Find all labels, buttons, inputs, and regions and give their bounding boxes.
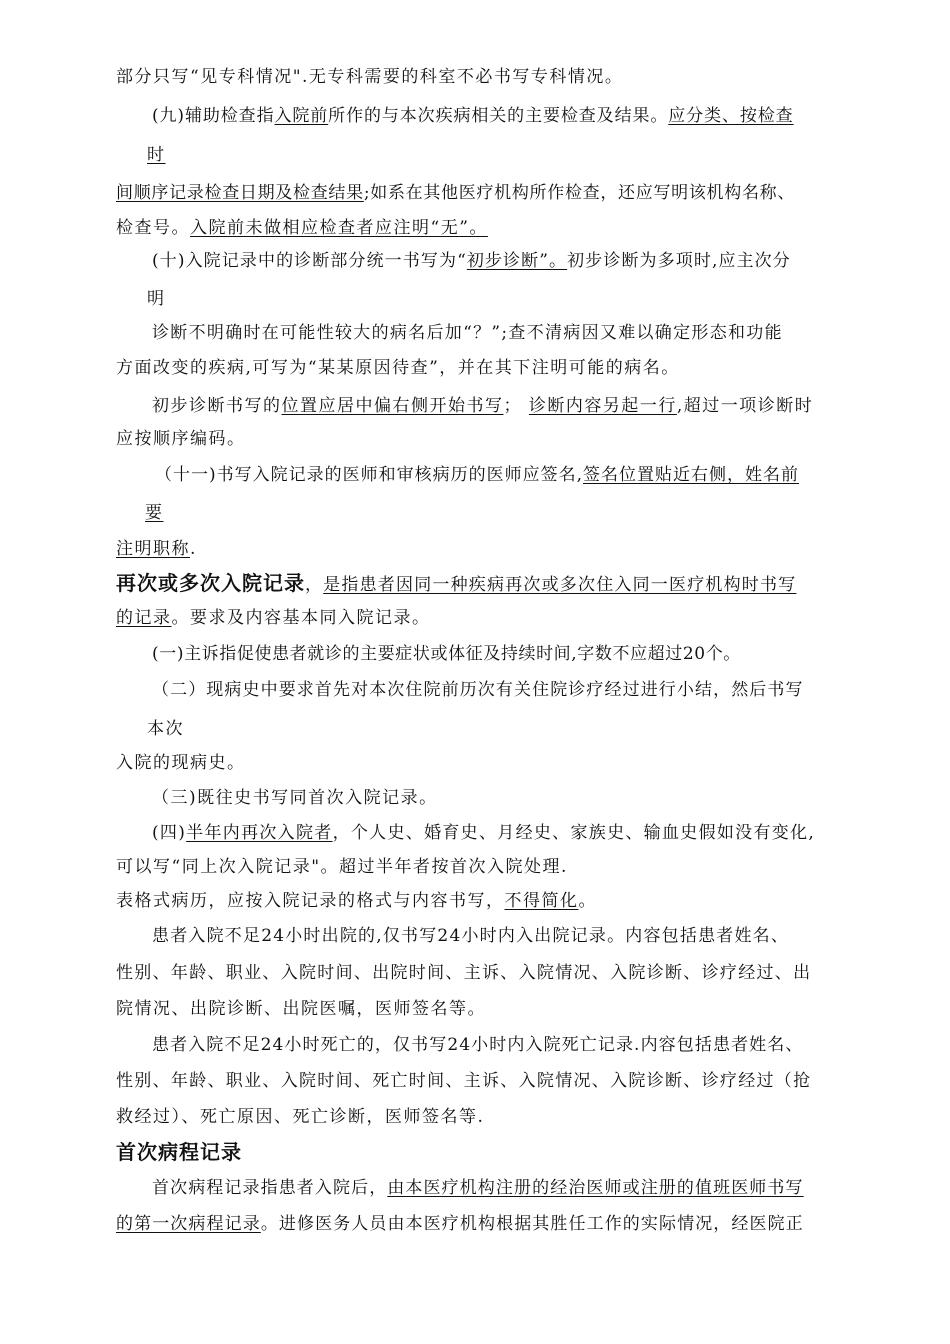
underlined-text: 的第一次病程记录 — [116, 1214, 261, 1234]
text-line: 明 — [147, 289, 166, 309]
underlined-text: 是指患者因同一种疾病再次或多次住入同一医疗机构时书写 — [323, 575, 797, 595]
text-line: （二）现病史中要求首先对本次住院前历次有关住院诊疗经过进行小结，然后书写 — [152, 680, 804, 700]
text-line: 救经过）、死亡原因、死亡诊断，医师签名等. — [116, 1107, 485, 1127]
text-line: 患者入院不足24小时死亡的，仅书写24小时内入院死亡记录.内容包括患者姓名、 — [152, 1035, 804, 1055]
text-line: （三)既往史书写同首次入院记录。 — [152, 788, 438, 808]
text-line: 入院的现病史。 — [116, 753, 246, 773]
text: 首次病程记录指患者入院后， — [152, 1178, 388, 1198]
text: . — [190, 539, 197, 559]
text: (四) — [152, 823, 187, 843]
text: (九)辅助检查指 — [152, 106, 275, 126]
section-heading-line — [116, 569, 796, 598]
text: ， — [305, 575, 324, 595]
text-line: 应按顺序编码。 — [116, 429, 246, 449]
text-line — [116, 605, 431, 631]
text-line: 院情况、出院诊断、出院医嘱，医师签名等。 — [116, 999, 486, 1019]
text-line — [152, 1175, 804, 1201]
underlined-text: 由本医疗机构注册的经治医师或注册的值班医师书写 — [387, 1178, 804, 1198]
underlined-text: 签名位置贴近右侧，姓名前 — [583, 465, 800, 485]
text-line: 患者入院不足24小时出院的,仅书写24小时内入出院记录。内容包括患者姓名、 — [152, 926, 790, 946]
text: ； — [503, 396, 522, 416]
text-line: 性别、年龄、职业、入院时间、出院时间、主诉、入院情况、入院诊断、诊疗经过、出 — [116, 963, 812, 983]
text-line — [152, 103, 794, 129]
text-line — [116, 180, 795, 206]
text: 初步诊断书写的 — [152, 396, 282, 416]
text-line — [155, 462, 799, 488]
section-heading: 首次病程记录 — [116, 1140, 242, 1164]
underlined-text: 入院前未做相应检查者应注明“无”。 — [190, 218, 488, 238]
text-line — [116, 1211, 804, 1237]
underlined-text: 诊断内容另起一行 — [528, 396, 677, 416]
underlined-text: 的记录 — [116, 608, 172, 628]
text: ,超过一项诊断时 — [676, 396, 814, 416]
text-line: 要 — [145, 503, 164, 523]
text-line — [116, 64, 623, 90]
text: (十)入院记录中的诊断部分统一书写为“ — [152, 251, 467, 271]
underlined-text: 注明职称 — [116, 539, 190, 559]
text-line: 可以写“同上次入院记录"。超过半年者按首次入院处理. — [116, 857, 568, 877]
text: 表格式病历，应按入院记录的格式与内容书写， — [116, 891, 505, 911]
text: ;如系在其他医疗机构所作检查，还应写明该机构名称、 — [363, 183, 796, 203]
text-line: (一)主诉指促使患者就诊的主要症状或体征及持续时间,字数不应超过20个。 — [152, 644, 741, 664]
underlined-text: 初步诊断”。 — [466, 251, 568, 271]
text: 。要求及内容基本同入院记录。 — [171, 608, 431, 628]
underlined-text: 应分类、按检查 — [668, 106, 794, 126]
underlined-text: 不得简化 — [504, 891, 579, 911]
text: 检查号。 — [116, 218, 190, 238]
section-heading: 再次或多次入院记录 — [116, 571, 305, 595]
underlined-text: 半年内再次入院者 — [186, 823, 333, 843]
text-line — [152, 393, 813, 419]
underlined-text: 间顺序记录检查日期及检查结果 — [116, 183, 364, 203]
text: （十一)书写入院记录的医师和审核病历的医师应签名, — [155, 465, 584, 485]
text: 所作的与本次疾病相关的主要检查及结果。 — [328, 106, 669, 126]
text-line: 方面改变的疾病,可写为“某某原因待查”，并在其下注明可能的病名。 — [116, 358, 680, 378]
text: 。 — [578, 891, 597, 911]
underlined-text: 位置应居中偏右侧开始书写 — [281, 396, 504, 416]
text: ，个人史、婚育史、月经史、家族史、输血史假如没有变化, — [332, 823, 816, 843]
text-line — [152, 248, 791, 274]
text-line — [152, 820, 815, 846]
text-line: 性别、年龄、职业、入院时间、死亡时间、主诉、入院情况、入院诊断、诊疗经过（抢 — [116, 1071, 812, 1091]
text-line: 本次 — [147, 719, 184, 739]
text-line — [116, 215, 488, 241]
text: 部分只写“见专科情况".无专科需要的科室不必书写专科情况。 — [116, 67, 624, 87]
underlined-text: 入院前 — [274, 106, 329, 126]
text-line — [116, 536, 197, 562]
text: 。进修医务人员由本医疗机构根据其胜任工作的实际情况，经医院正 — [260, 1214, 804, 1234]
text-line: 诊断不明确时在可能性较大的病名后加“？”;查不清病因又难以确定形态和功能 — [152, 323, 783, 343]
text: 初步诊断为多项时,应主次分 — [567, 251, 791, 271]
text-line: 时 — [147, 145, 166, 165]
text-line — [116, 888, 597, 914]
